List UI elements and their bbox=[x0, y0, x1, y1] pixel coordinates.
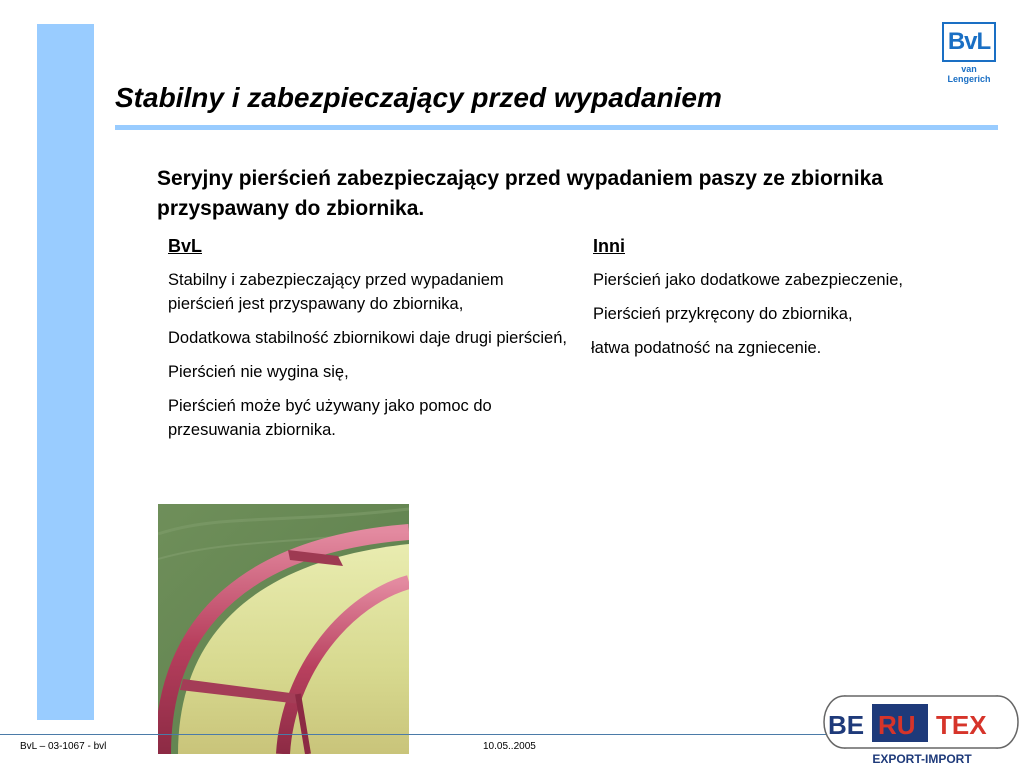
berutex-logo bbox=[820, 694, 1024, 768]
berutex-tagline: EXPORT-IMPORT bbox=[872, 752, 972, 766]
footer-date: 10.05..2005 bbox=[483, 741, 536, 752]
berutex-part-tex: TEX bbox=[936, 710, 987, 740]
others-column-heading: Inni bbox=[593, 236, 625, 256]
bvl-point: Dodatkowa stabilność zbiornikowi daje drugi pierścień, bbox=[168, 329, 567, 347]
bvl-point: Stabilny i zabezpieczający przed wypadaniem pierścień jest przyspawany do zbiornika, bbox=[168, 271, 504, 313]
title-underline bbox=[115, 125, 998, 130]
others-point: Pierścień jako dodatkowe zabezpieczenie, bbox=[593, 271, 904, 289]
bvl-logo-mark: BvL bbox=[942, 22, 996, 62]
berutex-part-ru: RU bbox=[878, 710, 916, 740]
bvl-column-heading: BvL bbox=[168, 236, 203, 256]
bvl-point: Pierścień nie wygina się, bbox=[168, 363, 349, 381]
bvl-logo bbox=[940, 22, 998, 84]
bvl-point: Pierścień może być używany jako pomoc do przesuwania zbiornika. bbox=[168, 397, 492, 439]
slide-title: Stabilny i zabezpieczający przed wypadaniem bbox=[115, 82, 722, 113]
others-point: Pierścień przykręcony do zbiornika, bbox=[593, 305, 853, 323]
berutex-part-be: BE bbox=[828, 710, 865, 740]
bvl-column bbox=[168, 234, 568, 452]
others-point: łatwa podatność na zgniecenie. bbox=[591, 339, 822, 357]
footer-rule bbox=[0, 734, 830, 735]
tank-ring-photo bbox=[158, 504, 409, 754]
sidebar-accent-bar bbox=[37, 24, 94, 720]
bvl-logo-subtitle: van Lengerich bbox=[947, 64, 991, 84]
slide-subtitle: Seryjny pierścień zabezpieczający przed wypadaniem paszy ze zbiornika przyspawany do zbiornika. bbox=[157, 167, 883, 220]
footer-reference: BvL – 03-1067 - bvl bbox=[20, 741, 107, 752]
others-column bbox=[593, 234, 953, 370]
